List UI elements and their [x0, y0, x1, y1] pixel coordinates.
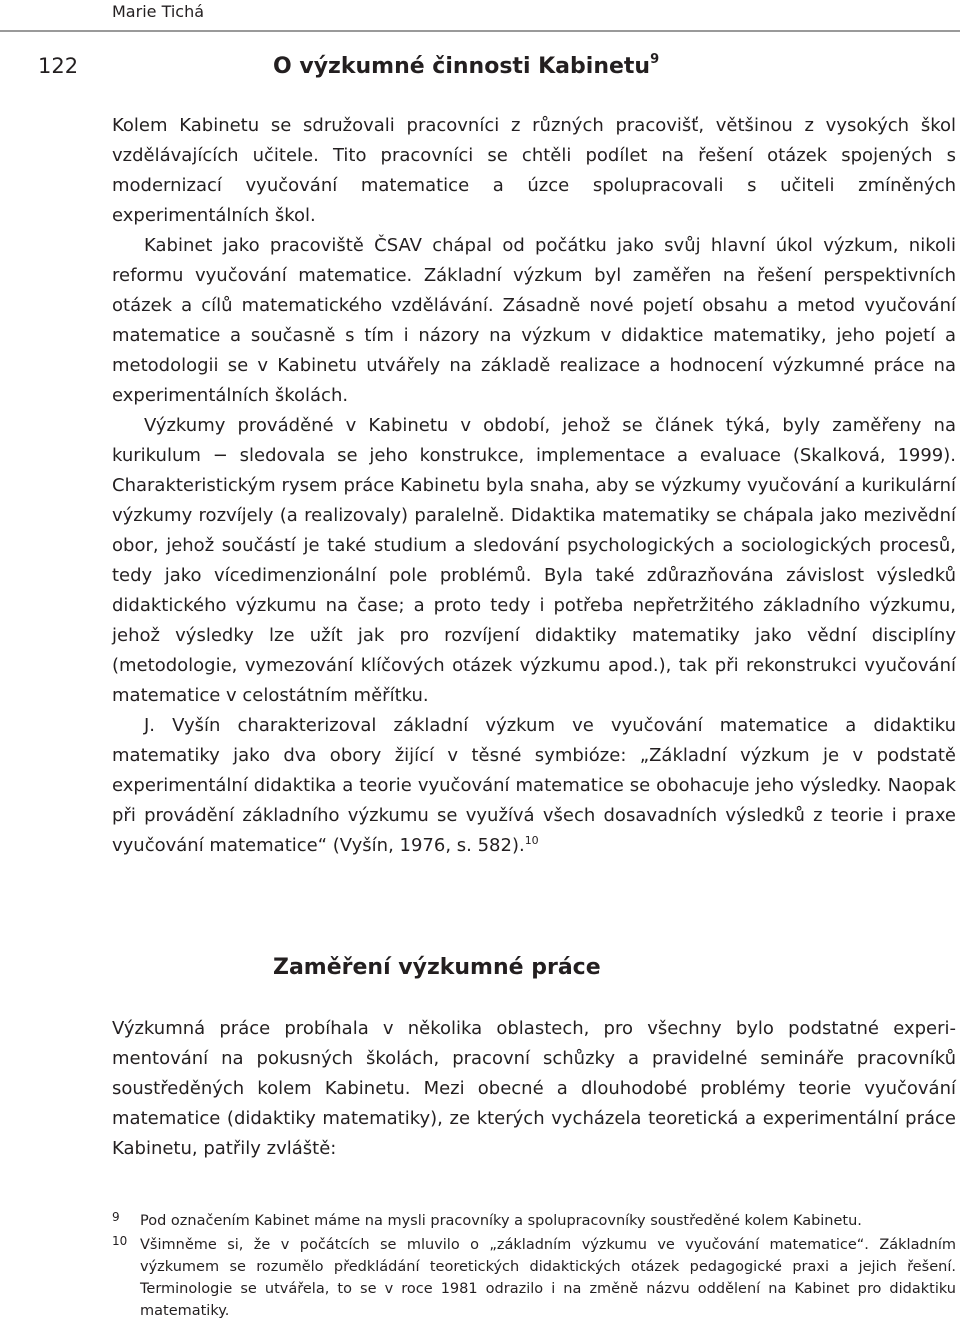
- section-body-research-focus: [112, 1014, 956, 1164]
- paragraph-4-text: J. Vyšín charakterizoval základní výzkum ve vyučování matematice a didaktiku matematiky jako dva obory žijící v těsné symbióze: „Základní výzkum je v podstatě experimentální didaktika a teorie vyučování matematice se obohacuje jeho výsledky. Naopak při provádění základního výzkumu se využívá všech dosavadních výsledků z teorie i praxe vyučování matematice“ (Vyšín, 1976, s. 582).: [112, 715, 956, 856]
- footnote-ref-10: 10: [524, 834, 539, 847]
- paragraph-2: Kabinet jako pracoviště ČSAV chápal od počátku jako svůj hlavní úkol výzkum, nikoli reformu vyučování matematice. Základní výzkum byl zaměřen na řešení perspektivních otázek a cílů matematického vzdělávání. Zásadně nové pojetí obsahu a metod vyučování matematice a současně s tím i názory na výzkum v didaktice matematiky, jeho pojetí a metodologii se v Kabinetu utvářely na základě realizace a hodnocení výzkumné práce na experimentálních školách.: [112, 235, 956, 406]
- header-rule: [0, 30, 960, 32]
- footnote-text: Všimněme si, že v počátcích se mluvilo o „základním výzkumu ve vyučování matematice“. Základním výzkumem se rozumělo předkládání teoretických didaktických otázek pedagogické praxi a jejich řešení. Terminologie se utvářela, to se v roce 1981 odrazilo i na změně názvu oddělení na Kabinet pro didaktiku matematiky.: [140, 1237, 956, 1319]
- footnotes: [112, 1210, 956, 1324]
- footnote-text: Pod označením Kabinet máme na mysli pracovníky a spolupracovníky soustředěné kolem Kabinetu.: [140, 1213, 862, 1229]
- footnote-number: 10: [112, 1234, 128, 1248]
- paragraph-3: Výzkumy prováděné v Kabinetu v období, jehož se článek týká, byly zaměřeny na kurikulum − sledovala se jeho konstrukce, implementace a evaluace (Skalková, 1999). Charakteristickým rysem práce Kabinetu byla snaha, aby se výzkumy vyučování a kurikulární výzkumy rozvíjely (a realizovaly) paralelně. Didaktika matematiky se chápala jako mezivědní obor, jehož součástí je také studium a sledování psychologických a sociologických procesů, tedy jako vícedimenzionální pole problémů. Byla také zdůrazňována závislost výsledků didaktického výzkumu na čase; a proto tedy i potřeba nepřetržitého základního výzkumu, jehož výsledky lze užít jak pro rozvíjení didaktiky matematiky jako vědní disciplíny (metodologie, vymezování klíčových otázek výzkumu apod.), tak při rekonstrukci vyučování matematice v celostátním měřítku.: [112, 415, 956, 706]
- paragraph-5: Výzkumná práce probíhala v několika oblastech, pro všechny bylo podstatné experimentování na pokusných školách, pracovní schůzky a pravidelné semináře pracovníků soustředěných kolem Kabinetu. Mezi obecné a dlouhodobé problémy teorie vyučování matematice (didaktiky matematiky), ze kterých vycházela teoretická a experimentální práce Kabinetu, patřily zvláště:: [112, 1018, 956, 1159]
- running-head-author: Marie Tichá: [112, 2, 205, 21]
- section-body-research-activity: [112, 111, 956, 861]
- section-heading-text: O výzkumné činnosti Kabinetu: [273, 54, 651, 79]
- page-number: 122: [38, 54, 79, 78]
- section-heading-research-activity: [273, 54, 659, 79]
- paragraph-4: [112, 711, 956, 861]
- paragraph-1: Kolem Kabinetu se sdružovali pracovníci z různých pracovišť, většinou z vysokých škol vzdělávajících učitele. Tito pracovníci se chtěli podílet na řešení otázek spojených s modernizací vyučování matematice a úzce spolupracovali s učiteli zmíněných experimentálních škol.: [112, 115, 956, 226]
- footnote-9: [112, 1210, 956, 1232]
- footnote-number: 9: [112, 1210, 120, 1224]
- footnote-ref-9: 9: [650, 52, 660, 67]
- section-heading-research-focus: Zaměření výzkumné práce: [273, 955, 601, 980]
- footnote-10: [112, 1234, 956, 1322]
